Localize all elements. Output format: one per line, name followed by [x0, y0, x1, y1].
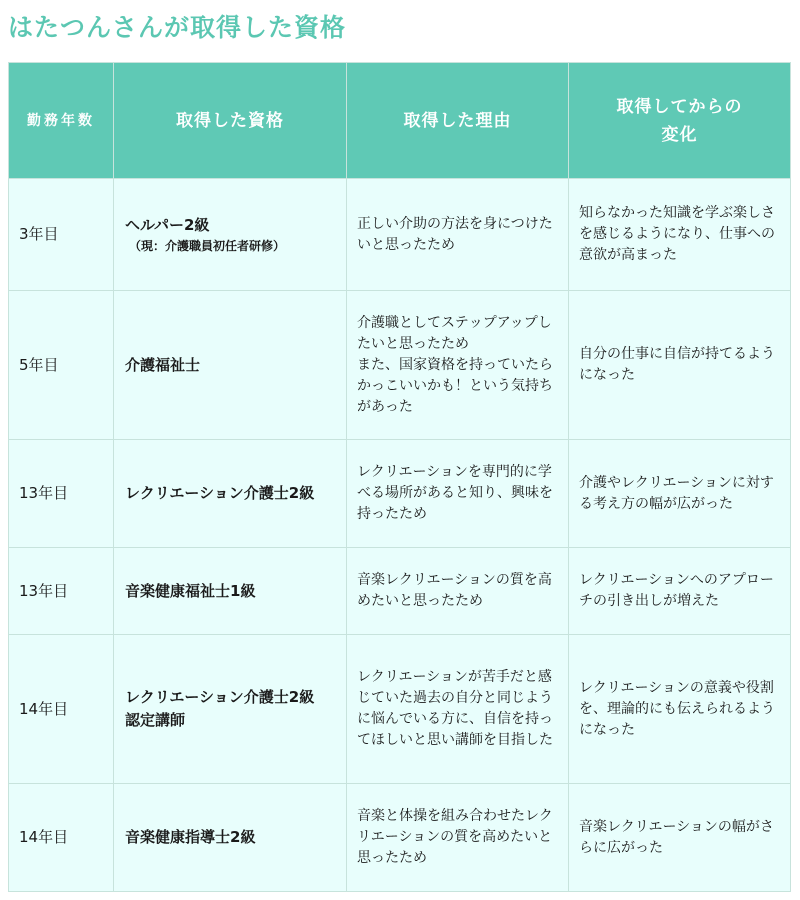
cell-years: 14年目 — [9, 784, 114, 892]
qualification-name: ヘルパー2級 — [125, 216, 210, 234]
page-title: はたつんさんが取得した資格 — [8, 13, 347, 42]
table-row — [9, 548, 791, 635]
qualification-name: 音楽健康指導士2級 — [125, 828, 256, 846]
table-row — [9, 440, 791, 548]
cell-years: 5年目 — [9, 291, 114, 440]
header-change: 取得してからの 変化 — [569, 63, 791, 179]
qualification-name: 介護福祉士 — [125, 355, 201, 374]
cell-qualification — [114, 548, 347, 635]
cell-reason: 正しい介助の方法を身につけたいと思ったため — [347, 179, 569, 291]
cell-qualification — [114, 440, 347, 548]
header-reason: 取得した理由 — [347, 63, 569, 179]
table-row — [9, 179, 791, 291]
cell-qualification — [114, 784, 347, 892]
cell-years: 13年目 — [9, 440, 114, 548]
cell-change: レクリエーションの意義や役割を、理論的にも伝えられるようになった — [569, 635, 791, 784]
cell-years: 3年目 — [9, 179, 114, 291]
cell-reason: レクリエーションが苦手だと感じていた過去の自分と同じように悩んでいる方に、自信を持ってほしいと思い講師を目指した — [347, 635, 569, 784]
cell-qualification — [114, 291, 347, 440]
table-row — [9, 635, 791, 784]
qualification-name: 音楽健康福祉士1級 — [125, 581, 256, 600]
cell-reason: 音楽と体操を組み合わせたレクリエーションの質を高めたいと思ったため — [347, 784, 569, 892]
cell-change: レクリエーションへのアプローチの引き出しが増えた — [569, 548, 791, 635]
cell-reason: 介護職としてステップアップしたいと思ったため また、国家資格を持っていたらかっこいいかも！という気持ちがあった — [347, 291, 569, 440]
cell-change: 音楽レクリエーションの幅がさらに広がった — [569, 784, 791, 892]
header-qualification: 取得した資格 — [114, 63, 347, 179]
table-header-row — [9, 63, 791, 179]
cell-change: 知らなかった知識を学ぶ楽しさを感じるようになり、仕事への意欲が高まった — [569, 179, 791, 291]
cell-change: 自分の仕事に自信が持てるようになった — [569, 291, 791, 440]
qualification-name: レクリエーション介護士2級 認定講師 — [125, 688, 315, 729]
cell-reason: 音楽レクリエーションの質を高めたいと思ったため — [347, 548, 569, 635]
cell-qualification — [114, 179, 347, 291]
qualification-table — [8, 62, 791, 892]
qualification-note: （現：介護職員初任者研修） — [129, 239, 286, 253]
cell-years: 14年目 — [9, 635, 114, 784]
qualification-name: レクリエーション介護士2級 — [125, 484, 315, 502]
header-years: 勤務年数 — [9, 63, 114, 179]
cell-qualification — [114, 635, 347, 784]
cell-reason: レクリエーションを専門的に学べる場所があると知り、興味を持ったため — [347, 440, 569, 548]
cell-change: 介護やレクリエーションに対する考え方の幅が広がった — [569, 440, 791, 548]
cell-years: 13年目 — [9, 548, 114, 635]
table-row — [9, 291, 791, 440]
table-row — [9, 784, 791, 892]
